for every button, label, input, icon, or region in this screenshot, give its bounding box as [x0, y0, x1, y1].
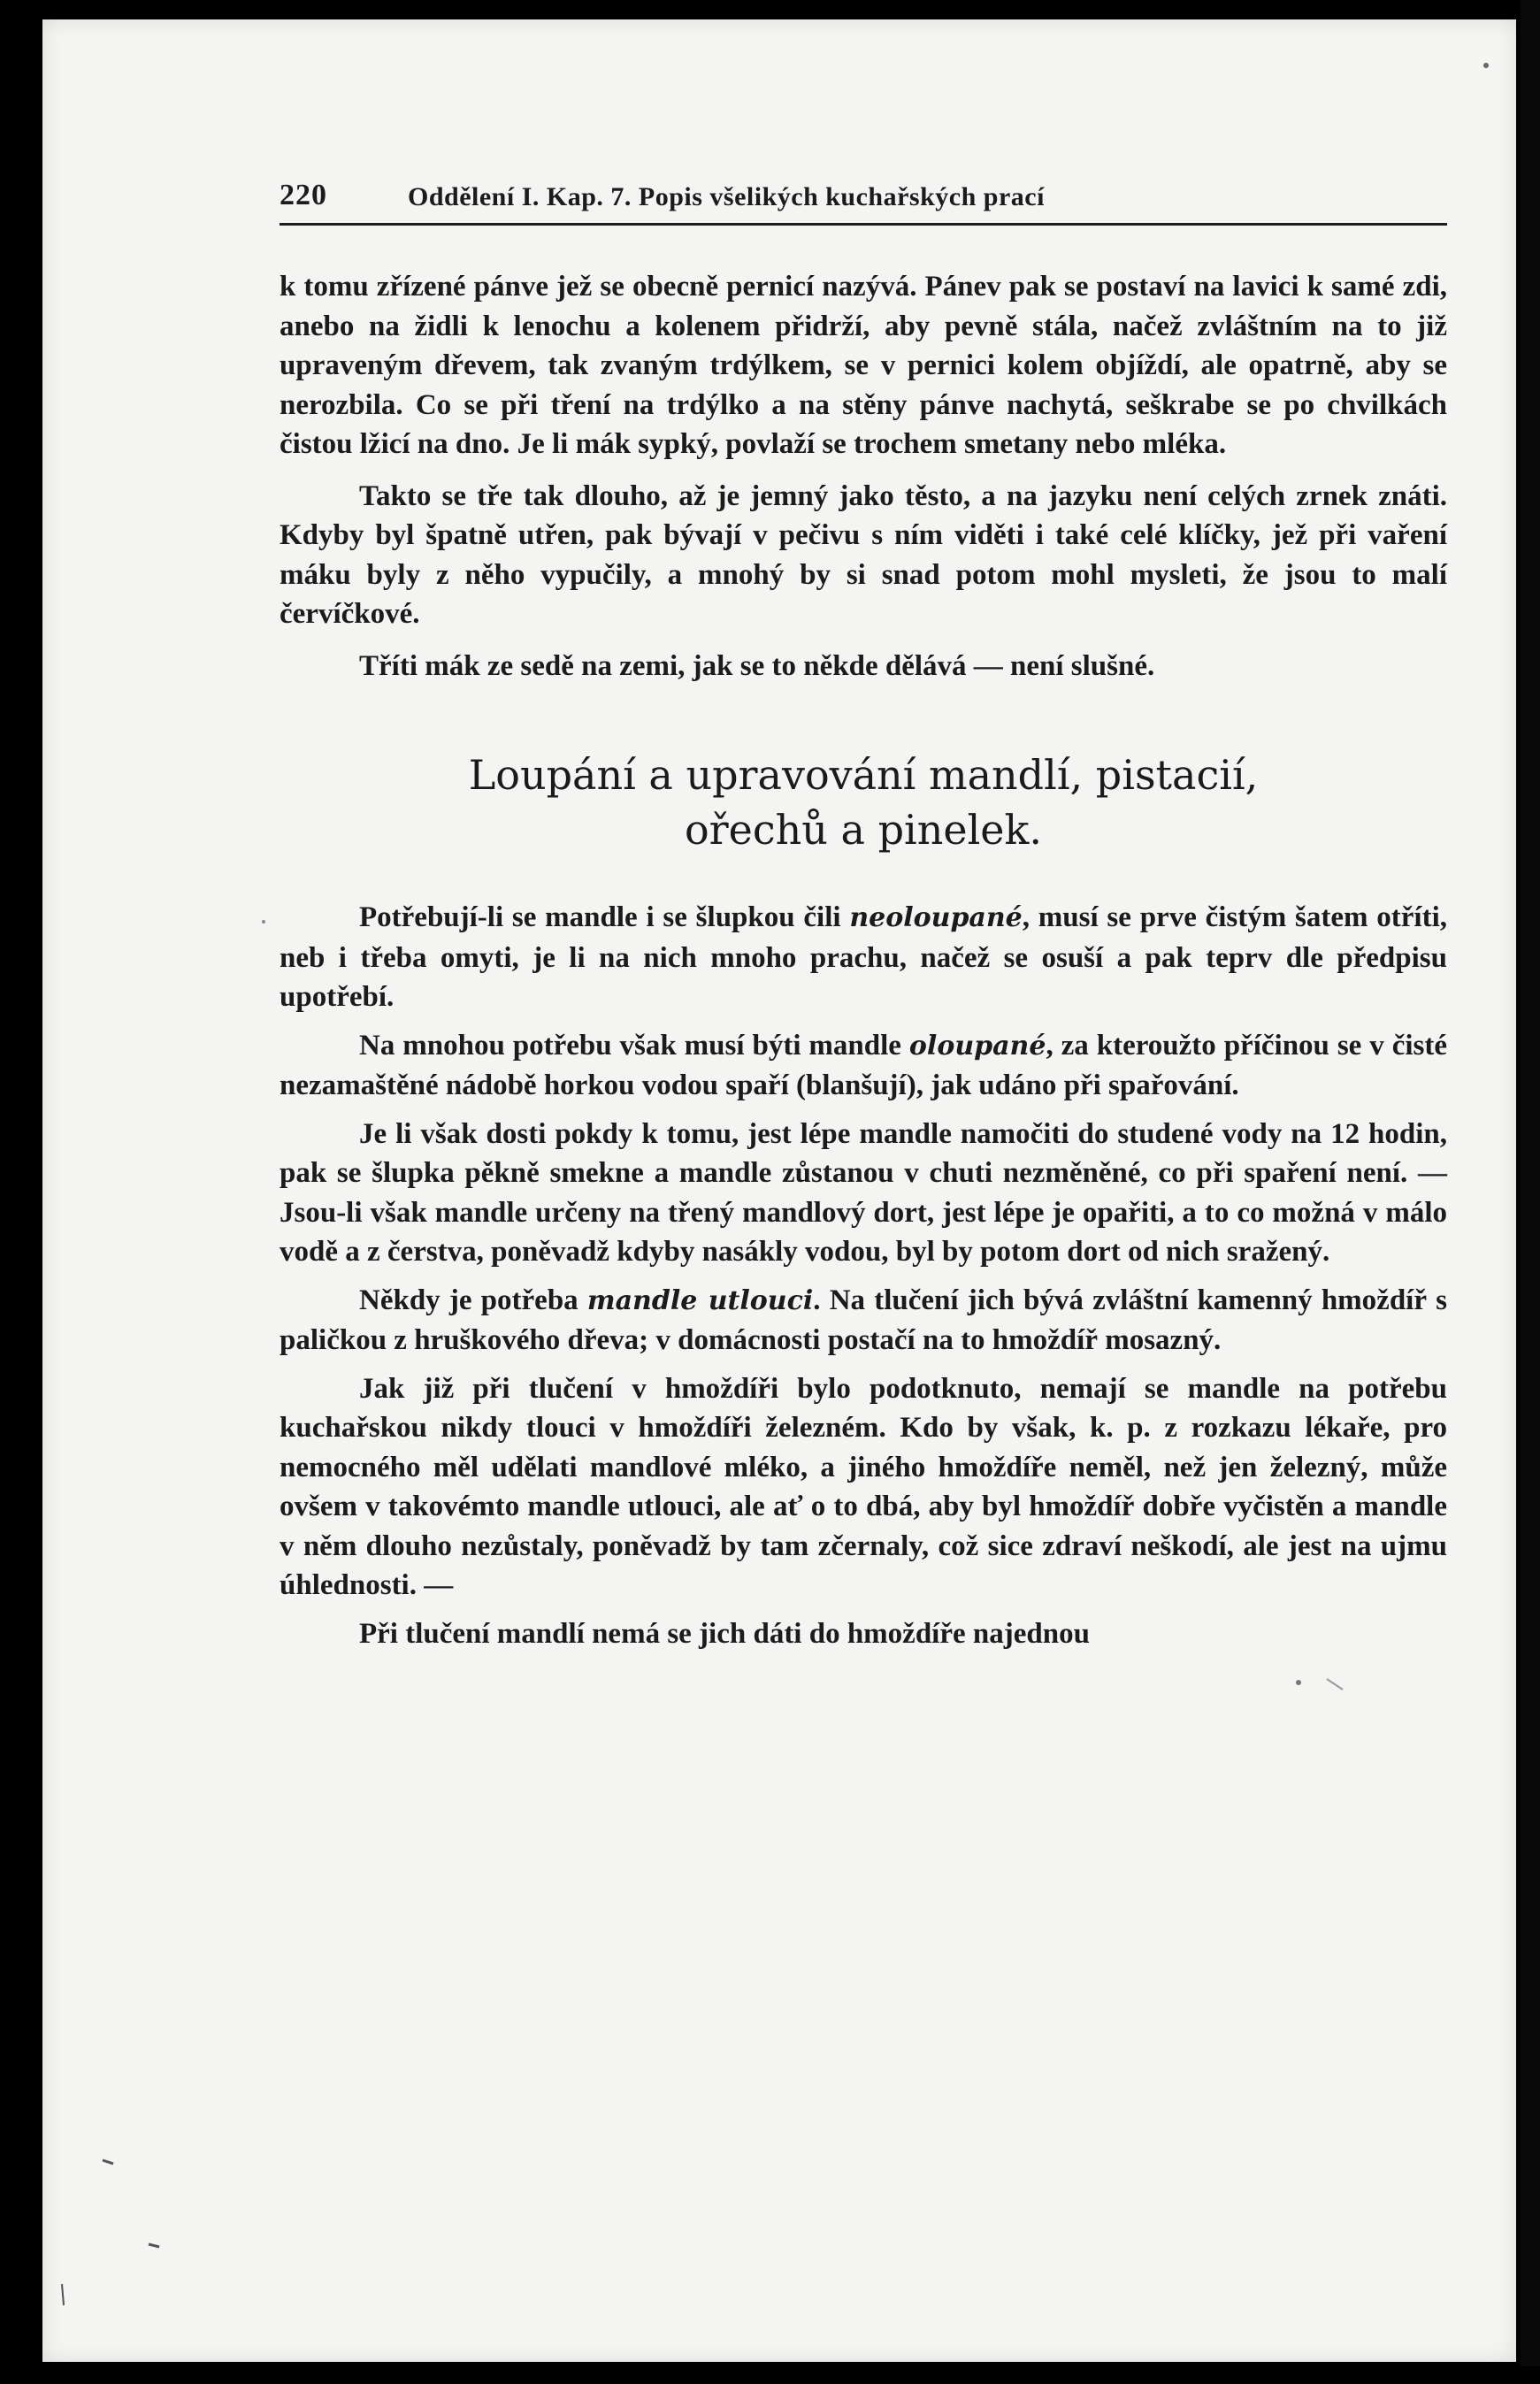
- page-body: [280, 267, 1447, 1662]
- italic-term: neoloupané: [849, 902, 1023, 933]
- paragraph: [280, 898, 1447, 1017]
- section-heading-line: Loupání a upravování mandlí, pistacií,: [468, 751, 1259, 799]
- paragraph-text: . Na tlučení jich bývá zvláštní kamenný hmoždíř s paličkou z hruškového dřeva; v domácnosti postačí na to hmoždíř mosazný.: [280, 1284, 1448, 1356]
- paragraph-text: Na mnohou potřebu však musí býti mandle: [359, 1029, 901, 1062]
- italic-term: mandle utlouci: [586, 1284, 814, 1316]
- paragraph: Při tlučení mandlí nemá se jich dáti do hmoždíře najednou: [359, 1617, 1090, 1650]
- paragraph-text: , za kteroužto příčinou se v čisté nezamaštěné nádobě horkou vodou spaří (blanšují), jak udáno při spařování.: [280, 1029, 1448, 1101]
- book-page: [42, 19, 1516, 2362]
- paragraph: [280, 1026, 1447, 1106]
- paragraph: [280, 1281, 1447, 1361]
- paragraph-text: Potřebují-li se mandle i se šlupkou čili: [359, 901, 841, 933]
- scan-border-right: [1521, 0, 1540, 2384]
- paragraph-text: Někdy je potřeba: [359, 1284, 578, 1316]
- paragraph: Jak již při tlučení v hmoždíři bylo podotknuto, nemají se mandle na potřebu kuchařskou nikdy tlouci v hmoždíři železném. Kdo by však, k. p. z rozkazu lékaře, pro nemocného měl udělati mandlové mléko, a jiného hmoždíře neměl, než jen železný, může ovšem v takovémto mandle utlouci, ale ať o to dbá, aby byl hmoždíř dobře vyčistěn a mandle v něm dlouho nezůstaly, poněvadž by tam zčernaly, což sice zdraví neškodí, ale jest na ujmu úhlednosti. —: [280, 1372, 1447, 1601]
- section-heading: [280, 747, 1447, 857]
- page-number: 220: [280, 179, 327, 211]
- italic-term: oloupané: [908, 1030, 1046, 1062]
- scan-border-bottom: [0, 2366, 1540, 2384]
- running-title: Oddělení I. Kap. 7. Popis všelikých kuchařských prací: [408, 182, 1045, 211]
- paragraph-text: , musí se prve čistým šatem otříti, neb i třeba omyti, je li na nich mnoho prachu, načež se osuší a pak teprv dle předpisu upotřebí.: [280, 901, 1447, 1013]
- running-header: [280, 168, 1447, 226]
- section-heading-line: ořechů a pinelek.: [684, 806, 1043, 854]
- paragraph: Je li však dosti pokdy k tomu, jest lépe mandle namočiti do studené vody na 12 hodin, pak se šlupka pěkně smekne a mandle zůstanou v chuti nezměněné, co při spaření není. — Jsou-li však mandle určeny na třený mandlový dort, jest lépe je opařiti, a to co možná v málo vodě a z čerstva, poněvadž kdyby nasákly vodou, byl by potom dort od nich sražený.: [280, 1117, 1447, 1268]
- paragraph-continuation: k tomu zřízené pánve jež se obecně pernicí nazývá. Pánev pak se postaví na lavici k samé zdi, anebo na židli k lenochu a kolenem přidrží, aby pevně stála, načež zvláštním na to již upraveným dřevem, tak zvaným trdýlkem, se v pernici kolem objíždí, ale opatrně, aby se nerozbila. Co se při tření na trdýlko a na stěny pánve nachytá, seškrabe se po chvilkách čistou lžicí na dno. Je li mák sypký, povlaží se trochem smetany nebo mléka.: [280, 271, 1447, 460]
- paragraph: Takto se tře tak dlouho, až je jemný jako těsto, a na jazyku není celých zrnek znáti. Kdyby byl špatně utřen, pak bývají v pečivu s ním viděti i také celé klíčky, jež při vaření máku byly z něho vypučily, a mnohý by si snad potom mohl mysleti, že jsou to malí červíčkové.: [280, 479, 1447, 630]
- paragraph: Tříti mák ze sedě na zemi, jak se to někde dělává — není slušné.: [359, 649, 1155, 682]
